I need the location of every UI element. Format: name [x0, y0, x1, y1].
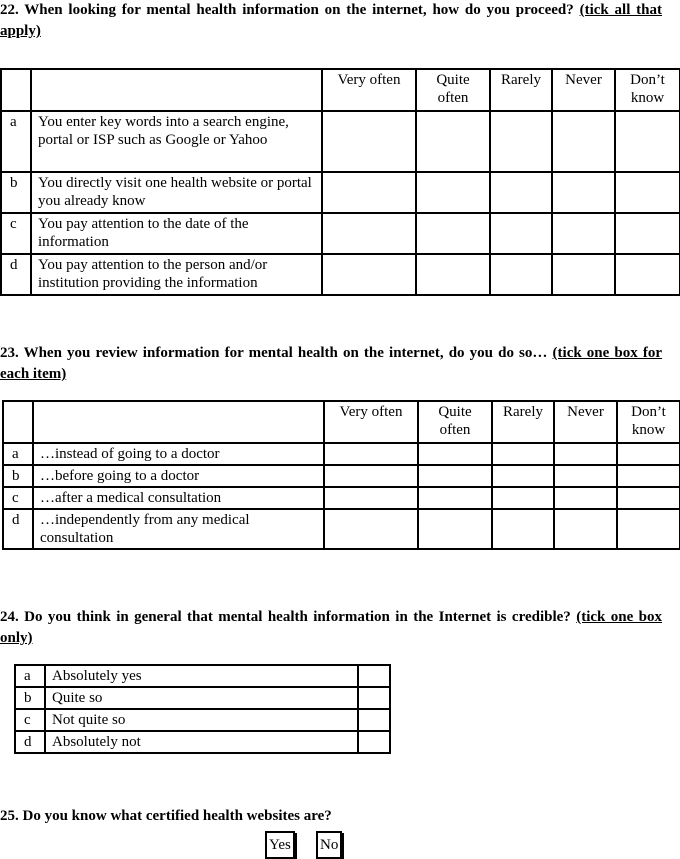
answer-checkbox-cell[interactable]	[490, 213, 552, 254]
row-text: You pay attention to the date of the information	[31, 213, 322, 254]
answer-checkbox-cell[interactable]	[552, 111, 615, 172]
question-22-heading	[0, 0, 662, 42]
answer-checkbox-cell[interactable]	[552, 254, 615, 295]
row-letter: c	[1, 213, 31, 254]
answer-checkbox-cell[interactable]	[418, 509, 492, 549]
answer-checkbox-cell[interactable]	[490, 172, 552, 213]
question-23-instruction: (tick one box for each item)	[0, 345, 663, 382]
question-25-heading	[0, 806, 662, 827]
table-row	[1, 213, 680, 254]
column-header: Very often	[322, 69, 416, 111]
table-row	[15, 731, 390, 753]
answer-checkbox-cell[interactable]	[554, 465, 617, 487]
answer-checkbox-cell[interactable]	[615, 254, 680, 295]
answer-checkbox-cell[interactable]	[554, 487, 617, 509]
answer-checkbox-cell[interactable]	[552, 213, 615, 254]
question-24-instruction: (tick one box only)	[0, 609, 663, 646]
table-row	[3, 465, 680, 487]
question-24-table	[14, 664, 391, 754]
table-row	[15, 709, 390, 731]
row-text: …before going to a doctor	[33, 465, 324, 487]
row-text: …instead of going to a doctor	[33, 443, 324, 465]
answer-checkbox-cell[interactable]	[322, 213, 416, 254]
question-23-title: 23. When you review information for mental health on the internet, do you do so…	[0, 345, 548, 361]
answer-checkbox-cell[interactable]	[490, 111, 552, 172]
row-text: Absolutely yes	[45, 665, 358, 687]
answer-checkbox-cell[interactable]	[615, 111, 680, 172]
table-row	[1, 111, 680, 172]
answer-checkbox-cell[interactable]	[416, 172, 490, 213]
answer-checkbox-cell[interactable]	[416, 213, 490, 254]
row-letter: b	[3, 465, 33, 487]
row-text: You pay attention to the person and/or institution providing the information	[31, 254, 322, 295]
question-22-instruction: (tick all that apply)	[0, 2, 663, 39]
answer-checkbox-cell[interactable]	[615, 172, 680, 213]
answer-checkbox-cell[interactable]	[358, 687, 390, 709]
row-text: You enter key words into a search engine, portal or ISP such as Google or Yahoo	[31, 111, 322, 172]
answer-checkbox-cell[interactable]	[554, 443, 617, 465]
row-letter: a	[15, 665, 45, 687]
row-letter: b	[1, 172, 31, 213]
question-24-heading	[0, 607, 662, 649]
answer-checkbox-cell[interactable]	[324, 487, 418, 509]
answer-checkbox-cell[interactable]	[492, 487, 554, 509]
row-letter: d	[15, 731, 45, 753]
row-text: …after a medical consultation	[33, 487, 324, 509]
answer-checkbox-cell[interactable]	[358, 709, 390, 731]
table-header-row	[1, 69, 680, 111]
answer-checkbox-cell[interactable]	[492, 443, 554, 465]
question-24-title: 24. Do you think in general that mental health information in the Internet is credible?	[0, 609, 571, 625]
table-row	[1, 172, 680, 213]
answer-checkbox-cell[interactable]	[552, 172, 615, 213]
table-row	[3, 509, 680, 549]
table-row	[3, 443, 680, 465]
table-row	[1, 254, 680, 295]
answer-checkbox-cell[interactable]	[617, 443, 680, 465]
question-25-title: 25. Do you know what certified health websites are?	[0, 808, 332, 824]
answer-checkbox-cell[interactable]	[492, 465, 554, 487]
answer-checkbox-cell[interactable]	[358, 665, 390, 687]
question-23-heading	[0, 343, 662, 385]
question-23-table	[2, 400, 680, 550]
answer-checkbox-cell[interactable]	[322, 172, 416, 213]
answer-checkbox-cell[interactable]	[324, 509, 418, 549]
answer-checkbox-cell[interactable]	[416, 254, 490, 295]
row-letter: a	[3, 443, 33, 465]
column-header: Very often	[324, 401, 418, 443]
answer-checkbox-cell[interactable]	[615, 213, 680, 254]
column-header: Quite often	[418, 401, 492, 443]
table-header-row	[3, 401, 680, 443]
column-header: Don’t know	[617, 401, 680, 443]
question-22-table	[0, 68, 680, 296]
row-text: Absolutely not	[45, 731, 358, 753]
header-blank-cell	[31, 69, 322, 111]
column-header: Don’t know	[615, 69, 680, 111]
row-text: You directly visit one health website or portal you already know	[31, 172, 322, 213]
answer-checkbox-cell[interactable]	[358, 731, 390, 753]
column-header: Quite often	[416, 69, 490, 111]
column-header: Rarely	[492, 401, 554, 443]
row-text: …independently from any medical consultation	[33, 509, 324, 549]
row-text: Quite so	[45, 687, 358, 709]
answer-checkbox-cell[interactable]	[418, 487, 492, 509]
answer-checkbox-cell[interactable]	[322, 254, 416, 295]
header-blank-cell	[3, 401, 33, 443]
table-row	[15, 665, 390, 687]
answer-checkbox-cell[interactable]	[416, 111, 490, 172]
row-letter: c	[15, 709, 45, 731]
row-text: Not quite so	[45, 709, 358, 731]
row-letter: d	[3, 509, 33, 549]
header-blank-cell	[33, 401, 324, 443]
row-letter: c	[3, 487, 33, 509]
yes-option[interactable]: Yes	[265, 831, 295, 859]
table-row	[15, 687, 390, 709]
row-letter: d	[1, 254, 31, 295]
answer-checkbox-cell[interactable]	[617, 465, 680, 487]
column-header: Never	[554, 401, 617, 443]
table-row	[3, 487, 680, 509]
answer-checkbox-cell[interactable]	[324, 443, 418, 465]
question-22-title: 22. When looking for mental health information on the internet, how do you proceed?	[0, 2, 574, 18]
answer-checkbox-cell[interactable]	[492, 509, 554, 549]
answer-checkbox-cell[interactable]	[617, 509, 680, 549]
row-letter: b	[15, 687, 45, 709]
answer-checkbox-cell[interactable]	[490, 254, 552, 295]
no-option[interactable]: No	[316, 831, 342, 859]
column-header: Rarely	[490, 69, 552, 111]
answer-checkbox-cell[interactable]	[418, 465, 492, 487]
answer-checkbox-cell[interactable]	[554, 509, 617, 549]
header-blank-cell	[1, 69, 31, 111]
answer-checkbox-cell[interactable]	[617, 487, 680, 509]
answer-checkbox-cell[interactable]	[322, 111, 416, 172]
column-header: Never	[552, 69, 615, 111]
row-letter: a	[1, 111, 31, 172]
answer-checkbox-cell[interactable]	[418, 443, 492, 465]
answer-checkbox-cell[interactable]	[324, 465, 418, 487]
